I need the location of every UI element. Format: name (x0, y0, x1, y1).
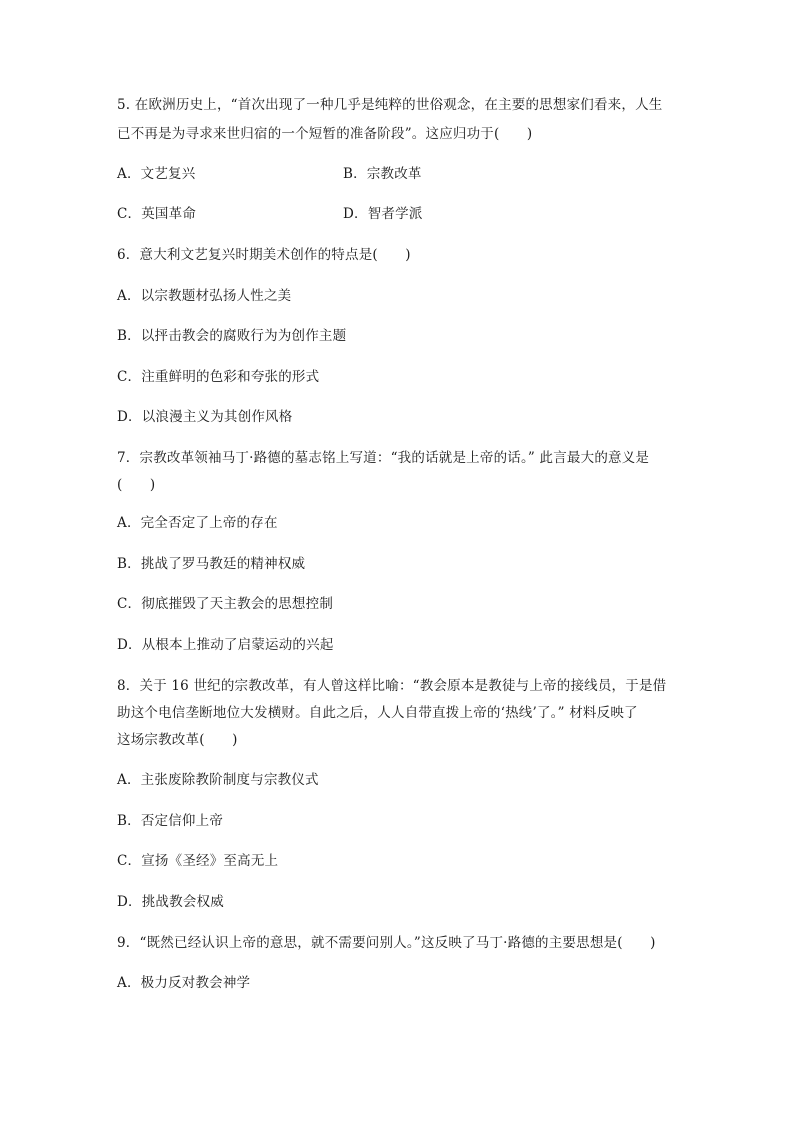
q5-option-c: C．英国革命 (117, 206, 197, 222)
q5-option-a: A．文艺复兴 (117, 166, 196, 182)
q6-option-b: B．以抨击教会的腐败行为为创作主题 (117, 328, 347, 344)
q5-stem-line1: 5. 在欧洲历史上，“首次出现了一种几乎是纯粹的世俗观念，在主要的思想家们看来，人生 (117, 97, 663, 113)
q8-stem-line1: 8．关于 16 世纪的宗教改革，有人曾这样比喻：“教会原本是教徒与上帝的接线员，于是借 (117, 678, 667, 694)
q9-stem: 9．“既然已经认识上帝的意思，就不需要问别人。”这反映了马丁·路德的主要思想是( ) (117, 935, 656, 951)
q5-option-b: B．宗教改革 (343, 166, 422, 182)
q8-option-c: C．宣扬《圣经》至高无上 (117, 853, 279, 869)
q7-option-a: A．完全否定了上帝的存在 (117, 515, 278, 531)
q7-option-c: C．彻底摧毁了天主教会的思想控制 (117, 596, 334, 612)
q8-option-b: B．否定信仰上帝 (117, 813, 224, 829)
q8-option-d: D．挑战教会权威 (117, 894, 224, 910)
q9-option-a: A．极力反对教会神学 (117, 975, 251, 991)
q8-stem-line2: 助这个电信垄断地位大发横财。自此之后，人人自带直拨上帝的‘热线’了。” 材料反映了 (117, 705, 638, 721)
q5-stem-line2: 已不再是为寻求来世归宿的一个短暂的准备阶段”。这应归功于( ) (117, 126, 533, 142)
q7-option-d: D．从根本上推动了启蒙运动的兴起 (117, 637, 334, 653)
q6-option-a: A．以宗教题材弘扬人性之美 (117, 288, 292, 304)
q7-stem-line2: ( ) (117, 477, 156, 493)
q6-option-c: C．注重鲜明的色彩和夸张的形式 (117, 369, 320, 385)
q8-option-a: A．主张废除教阶制度与宗教仪式 (117, 772, 319, 788)
q6-stem: 6．意大利文艺复兴时期美术创作的特点是( ) (117, 247, 411, 263)
q6-option-d: D．以浪漫主义为其创作风格 (117, 409, 293, 425)
q5-option-d: D．智者学派 (343, 206, 423, 222)
q8-stem-line3: 这场宗教改革( ) (117, 732, 238, 748)
q7-option-b: B．挑战了罗马教廷的精神权威 (117, 556, 306, 572)
q7-stem-line1: 7．宗教改革领袖马丁·路德的墓志铭上写道：“我的话就是上帝的话。” 此言最大的意义是 (117, 450, 650, 466)
